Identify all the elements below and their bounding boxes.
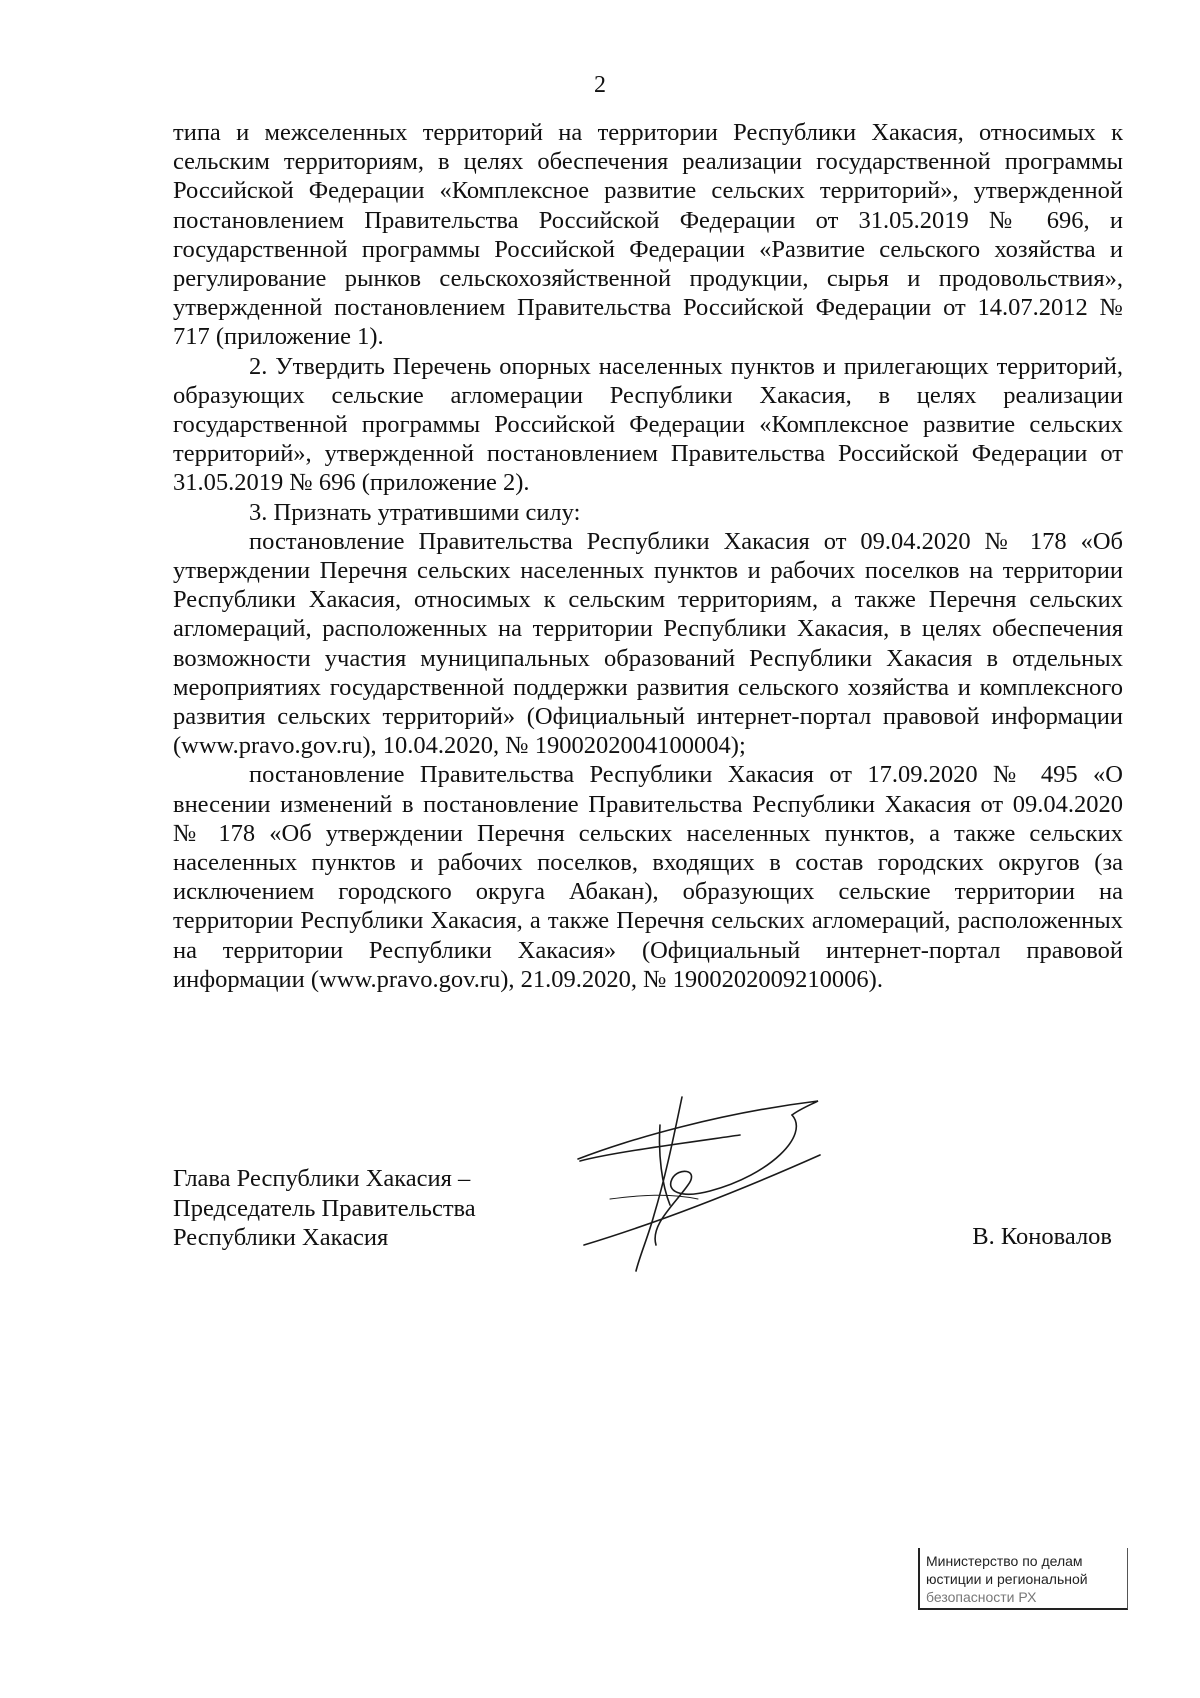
handwritten-signature bbox=[570, 1095, 860, 1275]
paragraph-continuation: типа и межселенных территорий на территории Республики Хакасия, относимых к сельским территориям, в целях обеспечения реализации государственной программы Российской Федерации «Комплексное развитие сельских территорий», утвержденной постановлением Правительства Российской Федерации от 31.05.2019 № 696, и государственной программы Российской Федерации «Развитие сельского хозяйства и регулирование рынков сельскохозяйственной продукции, сырья и продовольствия», утвержденной постановлением Правительства Российской Федерации от 14.07.2012 № 717 (приложение 1). bbox=[173, 119, 1123, 351]
signatory-title-line: Глава Республики Хакасия – bbox=[173, 1165, 471, 1192]
signatory-title-line: Республики Хакасия bbox=[173, 1224, 389, 1251]
registration-stamp bbox=[918, 1548, 1128, 1610]
stamp-line: юстиции и региональной bbox=[926, 1571, 1088, 1587]
signatory-title bbox=[173, 1164, 476, 1253]
paragraph-item-2: 2. Утвердить Перечень опорных населенных пунктов и прилегающих территорий, образующих сельские агломерации Республики Хакасия, в целях реализации государственной программы Российской Федерации «Комплексное развитие сельских территорий», утвержденной постановлением Правительства Российской Федерации от 31.05.2019 № 696 (приложение 2). bbox=[173, 352, 1123, 497]
signer-name: В. Коновалов bbox=[972, 1223, 1112, 1250]
page-number: 2 bbox=[594, 72, 606, 98]
paragraph-item-3: 3. Признать утратившими силу: bbox=[249, 498, 581, 526]
paragraph-repealed-178: постановление Правительства Республики Хакасия от 09.04.2020 № 178 «Об утверждении Перечня сельских населенных пунктов и рабочих поселков на территории Республики Хакасия, относимых к сельским территориям, а также Перечня сельских агломераций, расположенных на территории Республики Хакасия, в целях обеспечения возможности участия муниципальных образований Республики Хакасия в отдельных мероприятиях государственной поддержки развития сельского хозяйства и комплексного развития сельских территорий» (Официальный интернет-портал правовой информации (www.pravo.gov.ru), 10.04.2020, № 1900202004100004); bbox=[173, 527, 1123, 760]
signatory-title-line: Председатель Правительства bbox=[173, 1194, 476, 1222]
paragraph-repealed-495: постановление Правительства Республики Хакасия от 17.09.2020 № 495 «О внесении изменений в постановление Правительства Республики Хакасия от 09.04.2020 № 178 «Об утверждении Перечня сельских населенных пунктов, а также сельских населенных пунктов и рабочих поселков, входящих в состав городских округов (за исключением городского округа Абакан), образующих сельские территории на территории Республики Хакасия, а также Перечня сельских агломераций, расположенных на территории Республики Хакасия» (Официальный интернет-портал правовой информации (www.pravo.gov.ru), 21.09.2020, № 1900202009210006). bbox=[173, 761, 1123, 993]
stamp-line: Министерство по делам bbox=[926, 1553, 1083, 1569]
stamp-line: безопасности РХ bbox=[926, 1589, 1037, 1605]
document-body bbox=[173, 118, 1123, 994]
